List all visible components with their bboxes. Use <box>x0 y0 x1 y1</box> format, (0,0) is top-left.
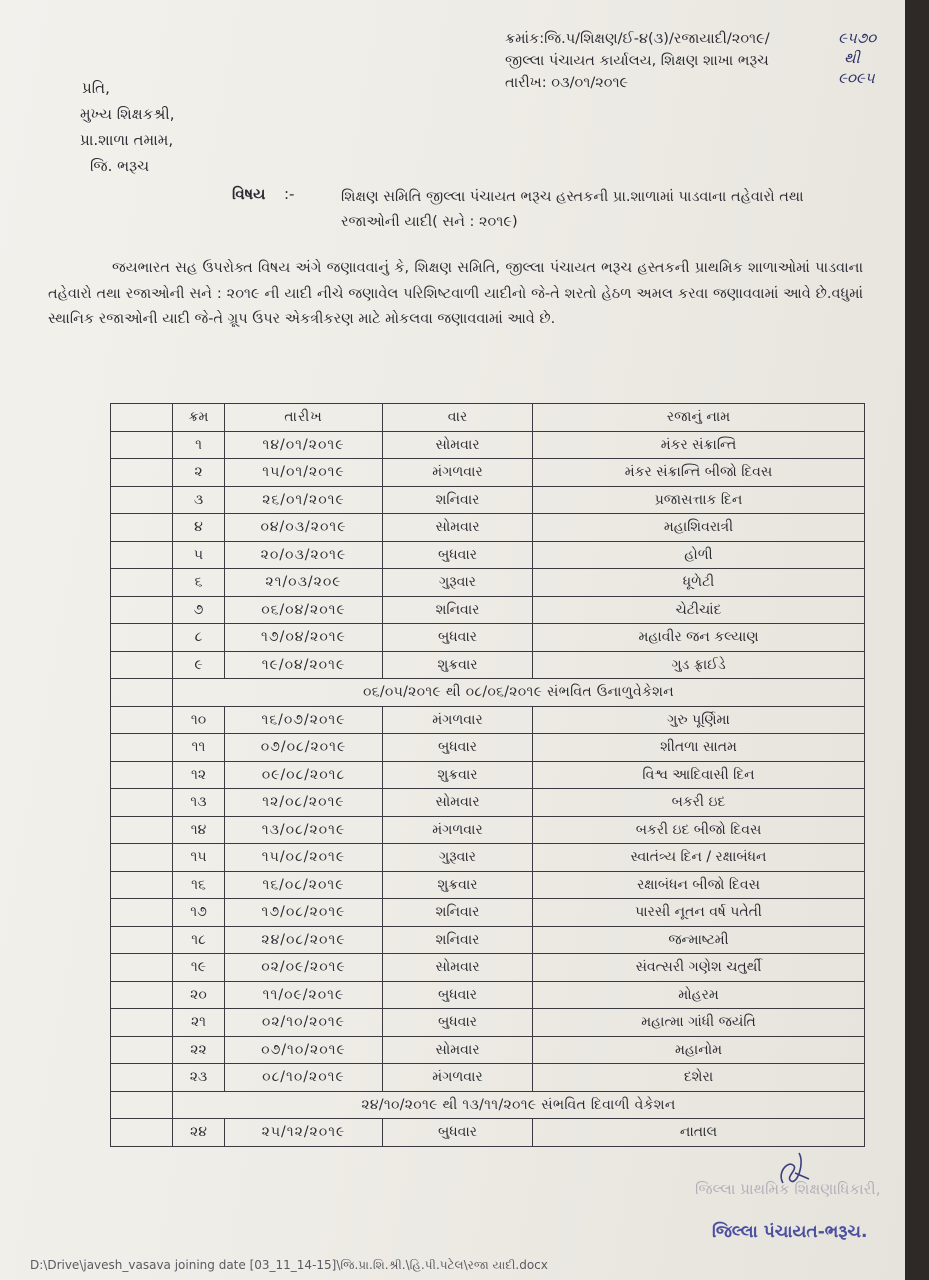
vacation-text: ૦૬/૦૫/૨૦૧૯ થી ૦૮/૦૬/૨૦૧૯ સંભવિત ઉનાળુવેકેશન <box>173 679 865 707</box>
weekday-cell: શનિવાર <box>383 596 533 624</box>
subject-colon: :- <box>284 185 295 203</box>
serial-cell: ૧૦ <box>173 706 225 734</box>
holiday-name-cell: જન્માષ્ટમી <box>533 926 865 954</box>
holiday-table-body <box>111 431 865 1146</box>
serial-cell: ૬ <box>173 569 225 597</box>
blank-cell <box>111 459 173 487</box>
date-cell: ૦૬/૦૪/૨૦૧૯ <box>225 596 383 624</box>
serial-cell: ૨૪ <box>173 1119 225 1147</box>
blank-cell <box>111 789 173 817</box>
blank-cell <box>111 734 173 762</box>
serial-cell: ૧૫ <box>173 844 225 872</box>
reference-number: ક્રમાંક:જિ.પ/શિક્ષણ/ઈ-૪(૩)/રજાયાદી/૨૦૧૯/ <box>505 31 770 47</box>
blank-cell <box>111 1119 173 1147</box>
subject-label: વિષય <box>232 185 266 203</box>
serial-cell: ૧ <box>173 431 225 459</box>
table-row <box>111 954 865 982</box>
holiday-name-cell: હોળી <box>533 541 865 569</box>
serial-cell: ૨ <box>173 459 225 487</box>
office-name: જીલ્લા પંચાયત કાર્યાલય, શિક્ષણ શાખા ભરૂચ <box>505 53 769 69</box>
blank-cell <box>111 1009 173 1037</box>
blank-cell <box>111 844 173 872</box>
subject-text: શિક્ષણ સમિતિ જીલ્લા પંચાયત ભરૂચ હસ્તકની પ્રા.શાળામાં પાડવાના તહેવારો તથા રજાઓની યાદી( સને : ૨૦૧૯) <box>341 189 804 230</box>
date-cell: ૦૮/૧૦/૨૦૧૯ <box>225 1064 383 1092</box>
table-row <box>111 1064 865 1092</box>
vacation-row <box>111 1091 865 1119</box>
blank-cell <box>111 926 173 954</box>
date-cell: ૨૦/૦૩/૨૦૧૯ <box>225 541 383 569</box>
blank-cell <box>111 651 173 679</box>
office-stamp: જિલ્લા પંચાયત-ભરૂચ. <box>712 1222 868 1242</box>
blank-cell <box>111 761 173 789</box>
serial-cell: ૨૦ <box>173 981 225 1009</box>
address-line: પ્રા.શાળા તમામ, <box>80 131 174 149</box>
table-header-row <box>111 404 865 432</box>
weekday-cell: શુક્રવાર <box>383 871 533 899</box>
table-row <box>111 899 865 927</box>
holiday-name-cell: ચેટીચાંદ <box>533 596 865 624</box>
date-cell: ૦૯/૦૮/૨૦૧૮ <box>225 761 383 789</box>
date-cell: ૦૨/૧૦/૨૦૧૯ <box>225 1009 383 1037</box>
weekday-cell: બુધવાર <box>383 1009 533 1037</box>
holiday-name-cell: વિશ્વ આદિવાસી દિન <box>533 761 865 789</box>
weekday-cell: મંગળવાર <box>383 706 533 734</box>
weekday-cell: સોમવાર <box>383 431 533 459</box>
table-row <box>111 1009 865 1037</box>
weekday-cell: બુધવાર <box>383 541 533 569</box>
date-cell: ૧૫/૦૮/૨૦૧૯ <box>225 844 383 872</box>
table-row <box>111 1119 865 1147</box>
blank-cell <box>111 679 173 707</box>
weekday-cell: બુધવાર <box>383 734 533 762</box>
table-row <box>111 624 865 652</box>
table-row <box>111 651 865 679</box>
holiday-name-cell: નાતાલ <box>533 1119 865 1147</box>
weekday-cell: બુધવાર <box>383 1119 533 1147</box>
holiday-name-cell: મંકર સંક્રાન્તિ બીજો દિવસ <box>533 459 865 487</box>
letter-date: તારીખ: ૦૩/૦૧/૨૦૧૯ <box>505 75 629 91</box>
footer-file-path: D:\Drive\javesh_vasava joining date [03_11_14-15]\જિ.પ્રા.શિ.શ્રી.\હિ.પી.પટેલ\રજા યાદી.docx <box>30 1258 548 1272</box>
date-cell: ૧૫/૦૧/૨૦૧૯ <box>225 459 383 487</box>
date-cell: ૧૯/૦૪/૨૦૧૯ <box>225 651 383 679</box>
table-row <box>111 514 865 542</box>
weekday-cell: મંગળવાર <box>383 459 533 487</box>
header-holiday-name: રજાનું નામ <box>533 404 865 432</box>
blank-cell <box>111 624 173 652</box>
weekday-cell: મંગળવાર <box>383 1064 533 1092</box>
header-date: તારીખ <box>225 404 383 432</box>
date-cell: ૧૬/૦૭/૨૦૧૯ <box>225 706 383 734</box>
serial-cell: ૧૮ <box>173 926 225 954</box>
weekday-cell: મંગળવાર <box>383 816 533 844</box>
table-row <box>111 871 865 899</box>
holiday-table <box>110 403 865 1147</box>
blank-cell <box>111 954 173 982</box>
vacation-row <box>111 679 865 707</box>
address-line: જિ. ભરૂચ <box>90 157 150 175</box>
serial-cell: ૧૩ <box>173 789 225 817</box>
table-row <box>111 926 865 954</box>
holiday-name-cell: મહાશિવરાત્રી <box>533 514 865 542</box>
blank-cell <box>111 1064 173 1092</box>
blank-cell <box>111 899 173 927</box>
weekday-cell: બુધવાર <box>383 624 533 652</box>
date-cell: ૧૭/૦૪/૨૦૧૯ <box>225 624 383 652</box>
date-cell: ૧૬/૦૮/૨૦૧૯ <box>225 871 383 899</box>
serial-cell: ૧૪ <box>173 816 225 844</box>
holiday-name-cell: ગુરુ પૂર્ણિમા <box>533 706 865 734</box>
recipient-address <box>82 75 174 179</box>
blank-cell <box>111 514 173 542</box>
table-row <box>111 541 865 569</box>
weekday-cell: ગુરૂવાર <box>383 569 533 597</box>
holiday-name-cell: બકરી ઇદ બીજો દિવસ <box>533 816 865 844</box>
blank-cell <box>111 871 173 899</box>
reference-block <box>505 28 770 94</box>
holiday-name-cell: બકરી ઇદ <box>533 789 865 817</box>
header-no: ક્રમ <box>173 404 225 432</box>
blank-cell <box>111 706 173 734</box>
serial-cell: ૧૯ <box>173 954 225 982</box>
weekday-cell: શનિવાર <box>383 486 533 514</box>
weekday-cell: સોમવાર <box>383 954 533 982</box>
serial-cell: ૭ <box>173 596 225 624</box>
blank-cell <box>111 596 173 624</box>
holiday-name-cell: મહાત્મા ગાંધી જયંતિ <box>533 1009 865 1037</box>
serial-cell: ૯ <box>173 651 225 679</box>
date-cell: ૦૨/૦૯/૨૦૧૯ <box>225 954 383 982</box>
table-row <box>111 1036 865 1064</box>
holiday-name-cell: સ્વાતંત્ર્ય દિન / રક્ષાબંધન <box>533 844 865 872</box>
table-row <box>111 789 865 817</box>
date-cell: ૨૧/૦૩/૨૦૯ <box>225 569 383 597</box>
serial-cell: ૫ <box>173 541 225 569</box>
table-row <box>111 816 865 844</box>
table-row <box>111 761 865 789</box>
date-cell: ૦૪/૦૩/૨૦૧૯ <box>225 514 383 542</box>
holiday-name-cell: રક્ષાબંધન બીજો દિવસ <box>533 871 865 899</box>
blank-cell <box>111 431 173 459</box>
weekday-cell: શુક્રવાર <box>383 761 533 789</box>
weekday-cell: સોમવાર <box>383 514 533 542</box>
blank-cell <box>111 981 173 1009</box>
table-row <box>111 431 865 459</box>
date-cell: ૧૧/૦૯/૨૦૧૯ <box>225 981 383 1009</box>
date-cell: ૨૫/૧૨/૨૦૧૯ <box>225 1119 383 1147</box>
table-row <box>111 569 865 597</box>
holiday-name-cell: પ્રજાસત્તાક દિન <box>533 486 865 514</box>
handwritten-inward-number <box>838 28 876 88</box>
weekday-cell: સોમવાર <box>383 1036 533 1064</box>
holiday-name-cell: પારસી નૂતન વર્ષ પતેતી <box>533 899 865 927</box>
table-row <box>111 981 865 1009</box>
date-cell: ૧૩/૦૮/૨૦૧૯ <box>225 816 383 844</box>
blank-cell <box>111 1036 173 1064</box>
body-paragraph: જયભારત સહ ઉપરોક્ત વિષય અંગે જણાવવાનું કે, શિક્ષણ સમિતિ, જીલ્લા પંચાયત ભરૂચ હસ્તકની પ્રાથમિક શાળાઓમાં પાડવાના તહેવારો તથા રજાઓની સને : ૨૦૧૯ ની યાદી નીચે જણાવેલ પરિશિષ્ટવાળી યાદીનો જે-તે શરતો હેઠળ અમલ કરવા જણાવવામાં આવે છે.વધુમાં સ્થાનિક રજાઓની યાદી જે-તે ગ્રૂપ ઉપર એકત્રીકરણ માટે મોકલવા જણાવવામાં આવે છે. <box>48 260 863 327</box>
inward-end: ૯૦૯૫ <box>838 69 875 87</box>
date-cell: ૧૨/૦૮/૨૦૧૯ <box>225 789 383 817</box>
table-row <box>111 844 865 872</box>
header-day: વાર <box>383 404 533 432</box>
vacation-text: ૨૪/૧૦/૨૦૧૯ થી ૧૩/૧૧/૨૦૧૯ સંભવિત દિવાળી વેકેશન <box>173 1091 865 1119</box>
blank-cell <box>111 816 173 844</box>
weekday-cell: બુધવાર <box>383 981 533 1009</box>
serial-cell: ૮ <box>173 624 225 652</box>
holiday-name-cell: મહાવીર જન કલ્યાણ <box>533 624 865 652</box>
blank-cell <box>111 569 173 597</box>
holiday-name-cell: ધૂળેટી <box>533 569 865 597</box>
serial-cell: ૧૬ <box>173 871 225 899</box>
inward-to: થી <box>844 49 860 67</box>
table-row <box>111 459 865 487</box>
weekday-cell: સોમવાર <box>383 789 533 817</box>
date-cell: ૧૭/૦૮/૨૦૧૯ <box>225 899 383 927</box>
weekday-cell: શનિવાર <box>383 926 533 954</box>
serial-cell: ૧૭ <box>173 899 225 927</box>
holiday-name-cell: શીતળા સાતમ <box>533 734 865 762</box>
blank-header-cell <box>111 404 173 432</box>
blank-cell <box>111 1091 173 1119</box>
serial-cell: ૨૧ <box>173 1009 225 1037</box>
date-cell: ૨૪/૦૮/૨૦૧૯ <box>225 926 383 954</box>
date-cell: ૦૭/૦૮/૨૦૧૯ <box>225 734 383 762</box>
serial-cell: ૩ <box>173 486 225 514</box>
holiday-name-cell: ગુડ ફ્રાઈડે <box>533 651 865 679</box>
holiday-name-cell: મહાનોમ <box>533 1036 865 1064</box>
table-row <box>111 596 865 624</box>
address-line: મુખ્ય શિક્ષકશ્રી, <box>80 105 175 123</box>
table-row <box>111 706 865 734</box>
signatory-title: જિલ્લા પ્રાથમિક શિક્ષણાધિકારી, <box>695 1180 881 1198</box>
holiday-name-cell: સંવત્સરી ગણેશ ચતુર્થી <box>533 954 865 982</box>
serial-cell: ૨૨ <box>173 1036 225 1064</box>
date-cell: ૧૪/૦૧/૨૦૧૯ <box>225 431 383 459</box>
table-row <box>111 734 865 762</box>
holiday-name-cell: મોહરમ <box>533 981 865 1009</box>
weekday-cell: ગુરૂવાર <box>383 844 533 872</box>
date-cell: ૨૬/૦૧/૨૦૧૯ <box>225 486 383 514</box>
background-edge <box>905 0 929 1280</box>
serial-cell: ૨૩ <box>173 1064 225 1092</box>
weekday-cell: શુક્રવાર <box>383 651 533 679</box>
holiday-name-cell: દશેરા <box>533 1064 865 1092</box>
serial-cell: ૧૧ <box>173 734 225 762</box>
address-line: પ્રતિ, <box>82 79 110 97</box>
table-row <box>111 486 865 514</box>
weekday-cell: શનિવાર <box>383 899 533 927</box>
date-cell: ૦૭/૧૦/૨૦૧૯ <box>225 1036 383 1064</box>
blank-cell <box>111 486 173 514</box>
inward-start: ૯૫૭૦ <box>838 29 877 47</box>
holiday-name-cell: મંકર સંક્રાન્તિ <box>533 431 865 459</box>
serial-cell: ૧૨ <box>173 761 225 789</box>
serial-cell: ૪ <box>173 514 225 542</box>
blank-cell <box>111 541 173 569</box>
